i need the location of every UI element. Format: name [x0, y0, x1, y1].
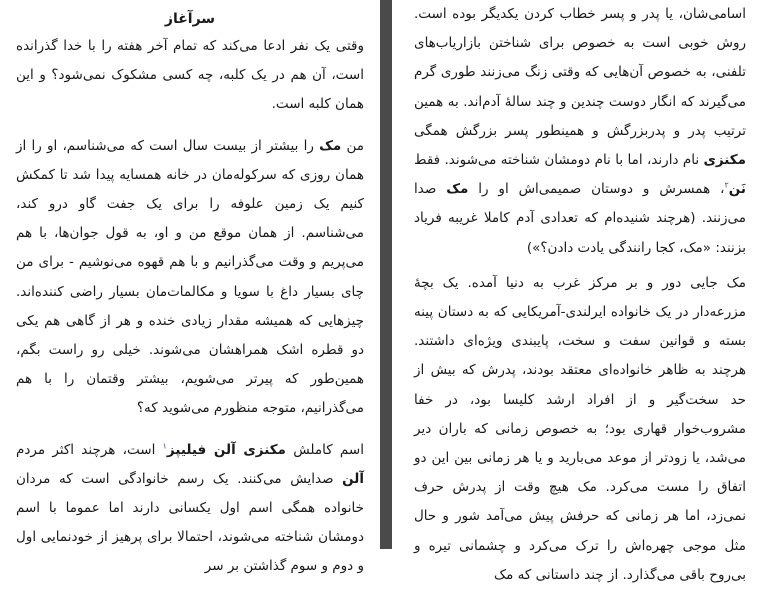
- name-nan: نَن: [728, 181, 746, 198]
- left-page-text: [0, 8, 386, 582]
- footnote-marker-2[interactable]: ۲: [724, 180, 729, 190]
- p3-text-b: است، هرچند اکثر مردم: [16, 441, 163, 458]
- name-mackenzie: مکنزی: [703, 152, 746, 169]
- r-p1-text-a: اسامی‌شان، یا پدر و پسر خطاب کردن یکدیگر بوده است. روش خوبی است به خصوص برای شناختن بازاریاب‌های تلفنی، به خصوص آن‌هایی که وقتی زنگ می‌زنند طوری گرم می‌گیرند که انگار دوست چندین و چند سالهٔ آدم‌اند. به همین ترتیب پدر و پدربزرگش و همینطور پسر بزرگش همگی: [414, 6, 746, 139]
- chapter-title: سرآغاز: [164, 11, 216, 27]
- paragraph-mack-childhood: مک جایی دور و بر مرکز غرب به دنیا آمده. یک بچهٔ مزرعه‌دار در یک خانواده ایرلندی-آمریکایی که به دستان پینه بسته و قوانین سفت و سخت، پایبندی ویژه‌ای داشتند. هرچند به ظاهر خانواده‌ای معتقد بودند، پدرش که بیش از حد سخت‌گیر و از افراد ارشد کلیسا بود، در خفا مشروب‌خوار قهاری بود؛ به خصوص زمانی که باران دیر می‌شد، یا زودتر از موعد می‌بارید و یا هر زمانی بین این دو اتفاق را مست می‌کرد. مک هیچ وقت از پدرش حرف نمی‌زد، اما هر زمانی که حرفش پیش می‌آمد شور و حال مثل موجی چهره‌اش را ترک می‌کرد و چشمانی تیره و بی‌روح باقی می‌گذارد. از چند داستانی که مک: [414, 274, 746, 583]
- paragraph-2: [16, 132, 364, 424]
- right-page: [392, 0, 768, 583]
- r-p1-text-d: صدا می‌زنند. (هرچند شنیده‌ام که تعدادی آدم کاملا غریبه فریاد بزنند: «مک، کجا رانندگی یادت دادن؟»): [414, 181, 746, 256]
- p2-text-a: من: [341, 137, 364, 154]
- r-p1-text-c: ، همسرش و دوستان صمیمی‌اش او را: [468, 181, 725, 198]
- footnote-marker-1[interactable]: ۱: [162, 441, 167, 451]
- name-mack-2: مک: [446, 181, 469, 198]
- p2-text-b: را بیشتر از بیست سال است که می‌شناسم، او را از همان روزی که سرکوله‌مان در خانه همسایه پیدا شد تا کمکش کنیم یک زمین علوفه را برای یک جفت گاو درو کند، می‌شناسم. از همان موقع من و او، به قول جوان‌ها، با هم می‌پریم و وقت می‌گذرانیم و با هم قهوه می‌نوشیم - برای من چای بسیار داغ با سویا و مکالمات‌مان بسیار راضی کننده‌اند. چیزهایی که همیشه مقدار زیادی خنده و هر از گاهی هم یکی دو قطره اشک همراهشان می‌شوند. خیلی رو راست بگم، همین‌طور که پیرتر می‌شویم، بیشتر وقتمان را با هم می‌گذرانیم، متوجه منظورم می‌شوید که؟: [16, 137, 364, 417]
- left-page: [0, 0, 386, 575]
- right-page-text: [392, 0, 768, 590]
- name-mack: مک: [319, 137, 342, 154]
- paragraph-3: [16, 436, 364, 582]
- paragraph-1: وقتی یک نفر ادعا می‌کند که تمام آخر هفته را با خدا گذرانده است، آن هم در یک کلبه، چه کسی مشکوک نمی‌شود؟ و این همان کلبه است.: [16, 38, 364, 113]
- name-allen: آلن: [342, 470, 364, 487]
- r-p1-text-b: نام دارند، اما با نام دومشان شناخته می‌شوند. فقط: [414, 152, 704, 169]
- p3-text-a: اسم کاملش: [285, 441, 364, 458]
- p3-text-c: صدایش می‌کنند. یک رسم خانوادگی است که مردان خانواده همگی اسم اول یکسانی دارند اما عموما با اسم دومشان شناخته می‌شوند، احتمالا برای پرهیز از خودنمایی اول و دوم و سوم گذاشتن بر سر: [16, 470, 364, 575]
- name-mackenzie-allen-phillips: مکنزی آلن فیلیپز: [166, 441, 286, 458]
- paragraph-continued: [414, 0, 746, 263]
